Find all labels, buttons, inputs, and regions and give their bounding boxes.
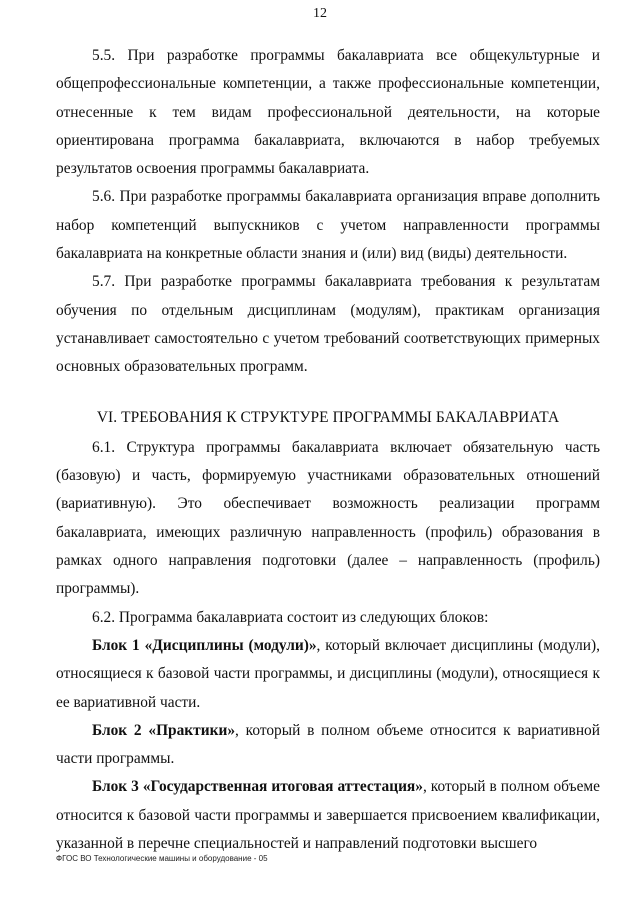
document-body: [56, 42, 600, 858]
paragraph-5-7: 5.7. При разработке программы бакалавриата требования к результатам обучения по отдельным дисциплинам (модулям), практикам организация устанавливает самостоятельно с учетом требований соответствующих примерных основных образовательных программ.: [56, 273, 600, 376]
footer-label: ФГОС ВО Технологические машины и оборудование - 05: [56, 854, 268, 863]
block-2-paragraph: [56, 717, 600, 774]
block-3-text: , который в полном объеме относится к базовой части программы и завершается присвоением квалификации, указанной в перечне специальностей и направлений подготовки высшего: [56, 778, 600, 853]
paragraph-5-5: 5.5. При разработке программы бакалавриата все общекультурные и общепрофессиональные компетенции, а также профессиональные компетенции, отнесенные к тем видам профессиональной деятельности, на которые ориентирована программа бакалавриата, включаются в набор требуемых результатов освоения программы бакалавриата.: [56, 47, 600, 178]
paragraph-6-1: 6.1. Структура программы бакалавриата включает обязательную часть (базовую) и часть, формируемую участниками образовательных отношений (вариативную). Это обеспечивает возможность реализации программ бакалавриата, имеющих различную направленность (профиль) образования в рамках одного направления подготовки (далее – направленность (профиль) программы).: [56, 438, 600, 598]
paragraph-6-2: 6.2. Программа бакалавриата состоит из следующих блоков:: [92, 608, 489, 626]
block-1-name: Блок 1 «Дисциплины (модули)»: [92, 636, 317, 654]
block-1-paragraph: [56, 632, 600, 717]
page-number: 12: [313, 6, 327, 21]
block-1-text: , который включает дисциплины (модули), относящиеся к базовой части программы, и дисциплины (модули), относящиеся к ее вариативной части.: [56, 636, 600, 711]
block-3-paragraph: [56, 773, 600, 858]
block-2-name: Блок 2 «Практики»: [92, 721, 236, 739]
block-2-text: , который в полном объеме относится к вариативной части программы.: [56, 721, 600, 768]
section-heading: VI. ТРЕБОВАНИЯ К СТРУКТУРЕ ПРОГРАММЫ БАКАЛАВРИАТА: [96, 408, 560, 426]
paragraph-5-6: 5.6. При разработке программы бакалавриата организация вправе дополнить набор компетенций выпускников с учетом направленности программы бакалавриата на конкретные области знания и (или) вид (виды) деятельности.: [56, 188, 600, 263]
block-3-name: Блок 3 «Государственная итоговая аттестация»: [92, 778, 423, 796]
